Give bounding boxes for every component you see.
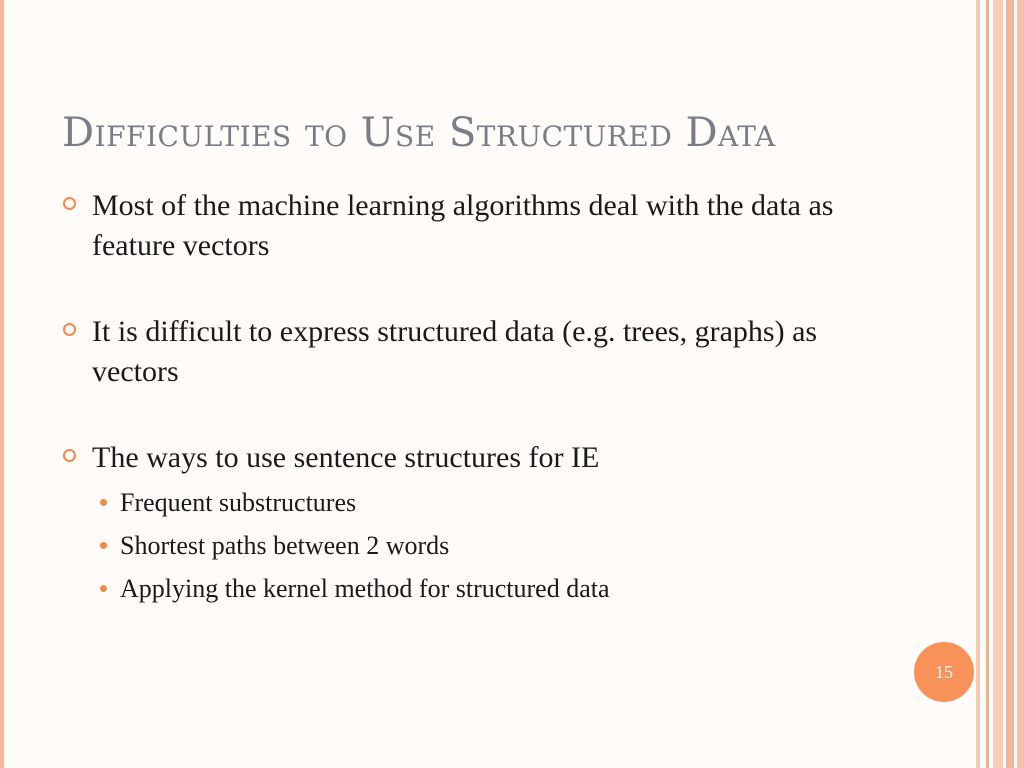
- dot-bullet-icon: [100, 542, 107, 549]
- dot-bullet-icon: [100, 585, 107, 592]
- bullet-text: It is difficult to express structured data (e.g. trees, graphs) as vectors: [92, 315, 818, 388]
- ring-bullet-icon: [63, 323, 76, 336]
- stripe: [1006, 0, 1014, 768]
- stripe: [993, 0, 1003, 768]
- sub-bullet-item: [100, 486, 900, 520]
- bullet-text: The ways to use sentence structures for IE: [92, 441, 600, 474]
- right-decorative-stripes: [976, 0, 1024, 768]
- sub-bullet-text: Shortest paths between 2 words: [120, 531, 450, 560]
- bullet-item: [60, 312, 900, 392]
- ring-bullet-icon: [63, 449, 76, 462]
- sub-bullet-text: Frequent substructures: [120, 488, 357, 517]
- sub-bullet-list: [100, 486, 900, 606]
- bullet-text: Most of the machine learning algorithms deal with the data as feature vectors: [92, 189, 834, 262]
- page-number: 15: [935, 661, 953, 682]
- sub-bullet-text: Applying the kernel method for structured data: [120, 574, 610, 603]
- left-border-stripe: [0, 0, 4, 768]
- stripe: [1017, 0, 1024, 768]
- page-number-badge: [914, 642, 974, 702]
- slide-title: Difficulties to Use Structured Data: [62, 110, 776, 156]
- sub-bullet-item: [100, 572, 900, 606]
- dot-bullet-icon: [100, 499, 107, 506]
- bullet-item: [60, 438, 900, 478]
- ring-bullet-icon: [63, 197, 76, 210]
- sub-bullet-item: [100, 529, 900, 563]
- slide-body: [60, 186, 900, 615]
- bullet-item: [60, 186, 900, 266]
